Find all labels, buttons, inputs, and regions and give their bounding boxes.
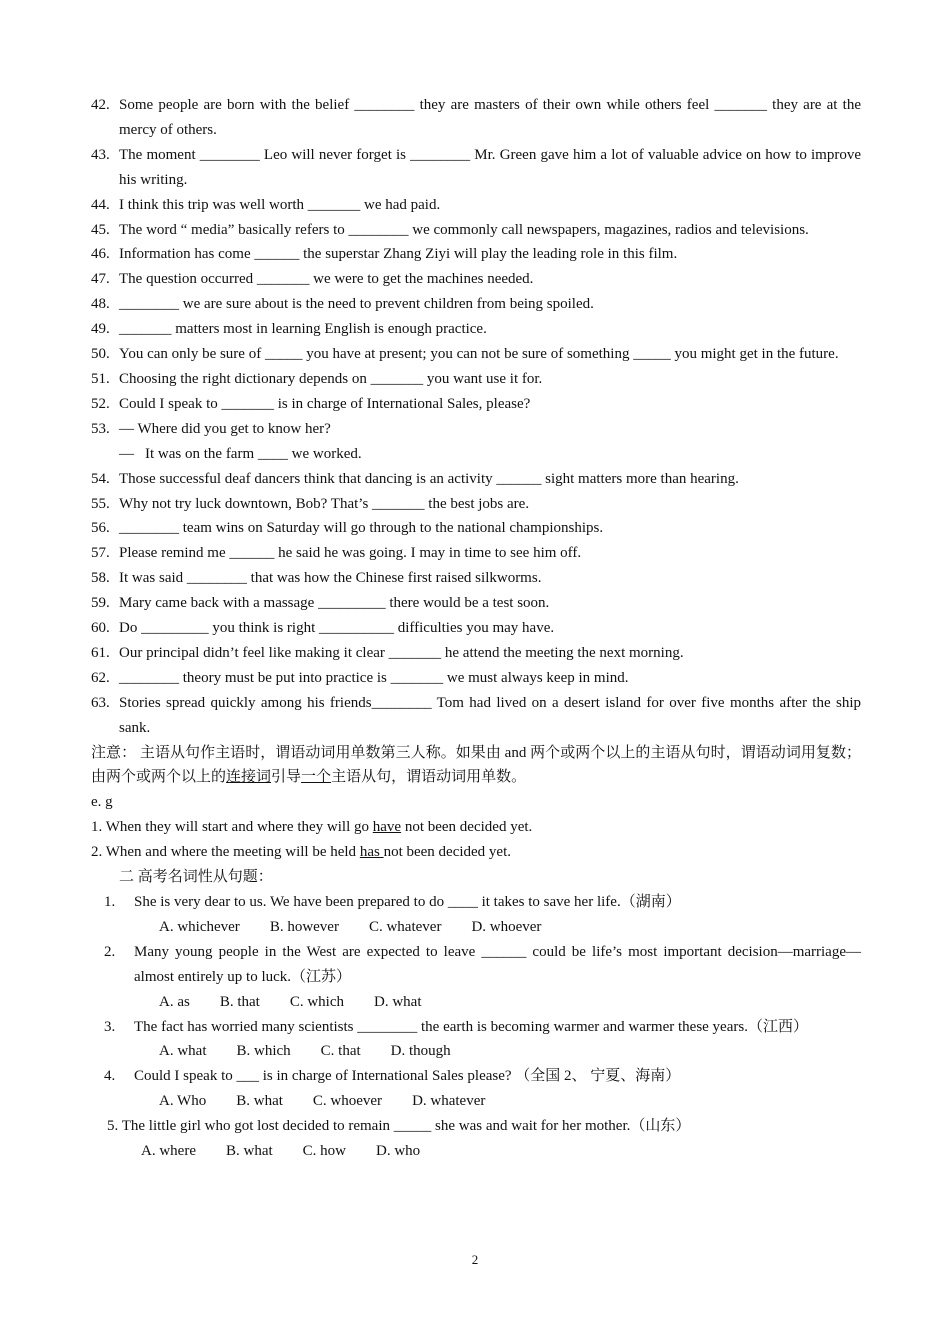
option: C. that [320,1043,361,1060]
question-item [91,93,861,143]
question-item [91,317,861,342]
page-number: 2 [471,1252,479,1267]
option: D. whatever [412,1093,486,1110]
note-text: 注意： 主语从句作主语时，谓语动词用单数第三人称。如果由 and 两个或两个以上的主语从句时，谓语动词用复数； 由两个或两个以上的 [91,744,861,786]
question-text: Please remind me ______ he said he was going. I may in time to see him off. [119,545,582,562]
question-text: Mary came back with a massage _________ there would be a test soon. [119,595,550,612]
option: B. that [219,993,260,1010]
exam-question [91,1015,861,1040]
option: A. as [159,993,190,1010]
question-item [91,218,861,243]
question-number: 59. [91,595,110,612]
question-text: Some people are born with the belief ________ they are masters of their own while others feel _______ they are at the mercy of others. [119,97,861,138]
question-number: 42. [91,97,110,113]
option: A. Who [159,1093,207,1110]
question-number: 61. [91,644,110,661]
option: D. what [374,993,422,1010]
question-text: I think this trip was well worth _______ we had paid. [119,196,441,213]
example-2: 2. When and where the meeting will be held has not been decided yet. [91,844,512,861]
question-item [91,516,861,541]
question-item [91,392,861,417]
note-underlined-connective: 连接词 [226,769,272,786]
question-number: 52. [91,395,110,412]
question-item [91,591,861,616]
option: B. which [236,1043,291,1060]
question-number: 44. [91,196,110,213]
question-text: Those successful deaf dancers think that dancing is an activity ______ sight matters more than hearing. [119,470,739,487]
exam-question [91,1064,861,1089]
question-item [91,367,861,392]
option: D. though [390,1043,451,1060]
question-number: 58. [91,570,110,587]
question-item [91,616,861,641]
question-number: 48. [91,296,110,313]
question-item [91,342,861,367]
question-number: 62. [91,669,110,686]
question-number: 50. [91,346,110,363]
question-number: 43. [91,146,110,163]
question-text: The question occurred _______ we were to get the machines needed. [119,271,534,288]
exam-question-options [91,1039,861,1064]
note-text: 主语从句，谓语动词用单数。 [331,769,527,786]
question-text: — Where did you get to know her? [119,420,331,437]
question-dialogue-line [91,442,861,467]
question-text: ________ team wins on Saturday will go through to the national championships. [119,520,604,537]
option: C. whatever [368,918,442,935]
question-text: The moment ________ Leo will never forget is ________ Mr. Green gave him a lot of valuable advice on how to improve his writing. [119,146,861,188]
example-1: 1. When they will start and where they will go have not been decided yet. [91,819,533,836]
section-title: 二 高考名词性从句题： [119,869,273,886]
exam-question [91,940,861,990]
question-item [91,143,861,193]
question-text: Information has come ______ the superstar Zhang Ziyi will play the leading role in this film. [119,246,678,263]
exam-question-text: Many young people in the West are expected to leave ______ could be life’s most important decision—marriage—almost entirely up to luck.（江苏） [134,943,861,985]
option: D. who [376,1143,421,1160]
question-text: You can only be sure of _____ you have at present; you can not be sure of something _____ you might get in the future. [119,346,839,363]
question-text: Our principal didn’t feel like making it clear _______ he attend the meeting the next morning. [119,644,684,661]
question-item [91,242,861,267]
question-number: 57. [91,545,110,562]
question-item [91,193,861,218]
question-text: The word “ media” basically refers to ________ we commonly call newspapers, magazines, radios and televisions. [119,221,809,238]
question-number: 45. [91,221,110,238]
question-number: 55. [91,495,110,512]
exam-question-text: Could I speak to ___ is in charge of International Sales please? （全国 2、 宁夏、海南） [134,1068,681,1085]
note-text: 引导 [271,769,302,786]
eg-label: e. g [91,794,113,811]
option: B. what [236,1093,283,1110]
exam-question-text: She is very dear to us. We have been prepared to do ____ it takes to save her life.（湖南） [134,894,681,910]
question-number: 56. [91,520,110,537]
question-text: Choosing the right dictionary depends on _______ you want use it for. [119,370,543,387]
question-number: 46. [91,246,110,263]
question-item [91,541,861,566]
dialogue-dash: — [119,445,134,462]
option: D. whoever [471,918,542,935]
option: C. which [289,993,344,1010]
exam-question-list [91,890,861,1114]
exam-question-5: 5. The little girl who got lost decided to remain _____ she was and wait for her mother.（山东） [107,1118,691,1135]
page-content [91,93,861,1164]
question-text: Why not try luck downtown, Bob? That’s _______ the best jobs are. [119,495,530,512]
question-number: 63. [91,694,110,711]
question-number: 53. [91,420,110,437]
question-item [91,467,861,492]
question-text: ________ we are sure about is the need to prevent children from being spoiled. [119,296,594,313]
exam-question [91,890,861,915]
option: A. whichever [159,918,240,935]
exam-question-number: 4. [104,1068,116,1085]
option: B. what [225,1143,273,1160]
question-number: 60. [91,620,110,637]
exam-question-text: The fact has worried many scientists ________ the earth is becoming warmer and warmer these years.（江西） [134,1018,808,1035]
question-number: 49. [91,321,110,338]
question-text: Do _________ you think is right __________ difficulties you may have. [119,620,555,637]
exam-question-options [91,1089,861,1114]
exam-question-5-options [91,1139,861,1164]
question-text: It was said ________ that was how the Chinese first raised silkworms. [119,570,542,587]
example-underlined-verb: have [372,819,402,836]
question-item [91,417,861,442]
question-number: 54. [91,470,110,487]
question-text: _______ matters most in learning English is enough practice. [119,321,487,338]
example-underlined-verb: has [359,844,384,861]
question-text: Could I speak to _______ is in charge of International Sales, please? [119,395,531,412]
option: A. where [141,1143,196,1160]
question-item [91,292,861,317]
question-list [91,93,861,741]
question-number: 51. [91,370,110,387]
option: C. how [302,1143,346,1160]
question-item [91,641,861,666]
exam-question-options [91,990,861,1015]
question-item [91,492,861,517]
option: C. whoever [312,1093,383,1110]
exam-question-number: 2. [104,943,116,960]
question-number: 47. [91,271,110,288]
question-item [91,691,861,741]
option: A. what [159,1043,207,1060]
question-text: Stories spread quickly among his friends________ Tom had lived on a desert island for over five months after the ship sank. [119,694,861,736]
question-item [91,566,861,591]
question-text: ________ theory must be put into practice is _______ we must always keep in mind. [119,669,629,686]
exam-question-number: 1. [104,894,116,910]
exam-question-options [91,915,861,940]
dialogue-text: It was on the farm ____ we worked. [145,445,362,462]
question-item [91,267,861,292]
question-item [91,666,861,691]
option: B. however [269,918,339,935]
note-paragraph [91,741,861,791]
exam-question-number: 3. [104,1018,116,1035]
note-underlined-one: 一个 [301,769,332,786]
